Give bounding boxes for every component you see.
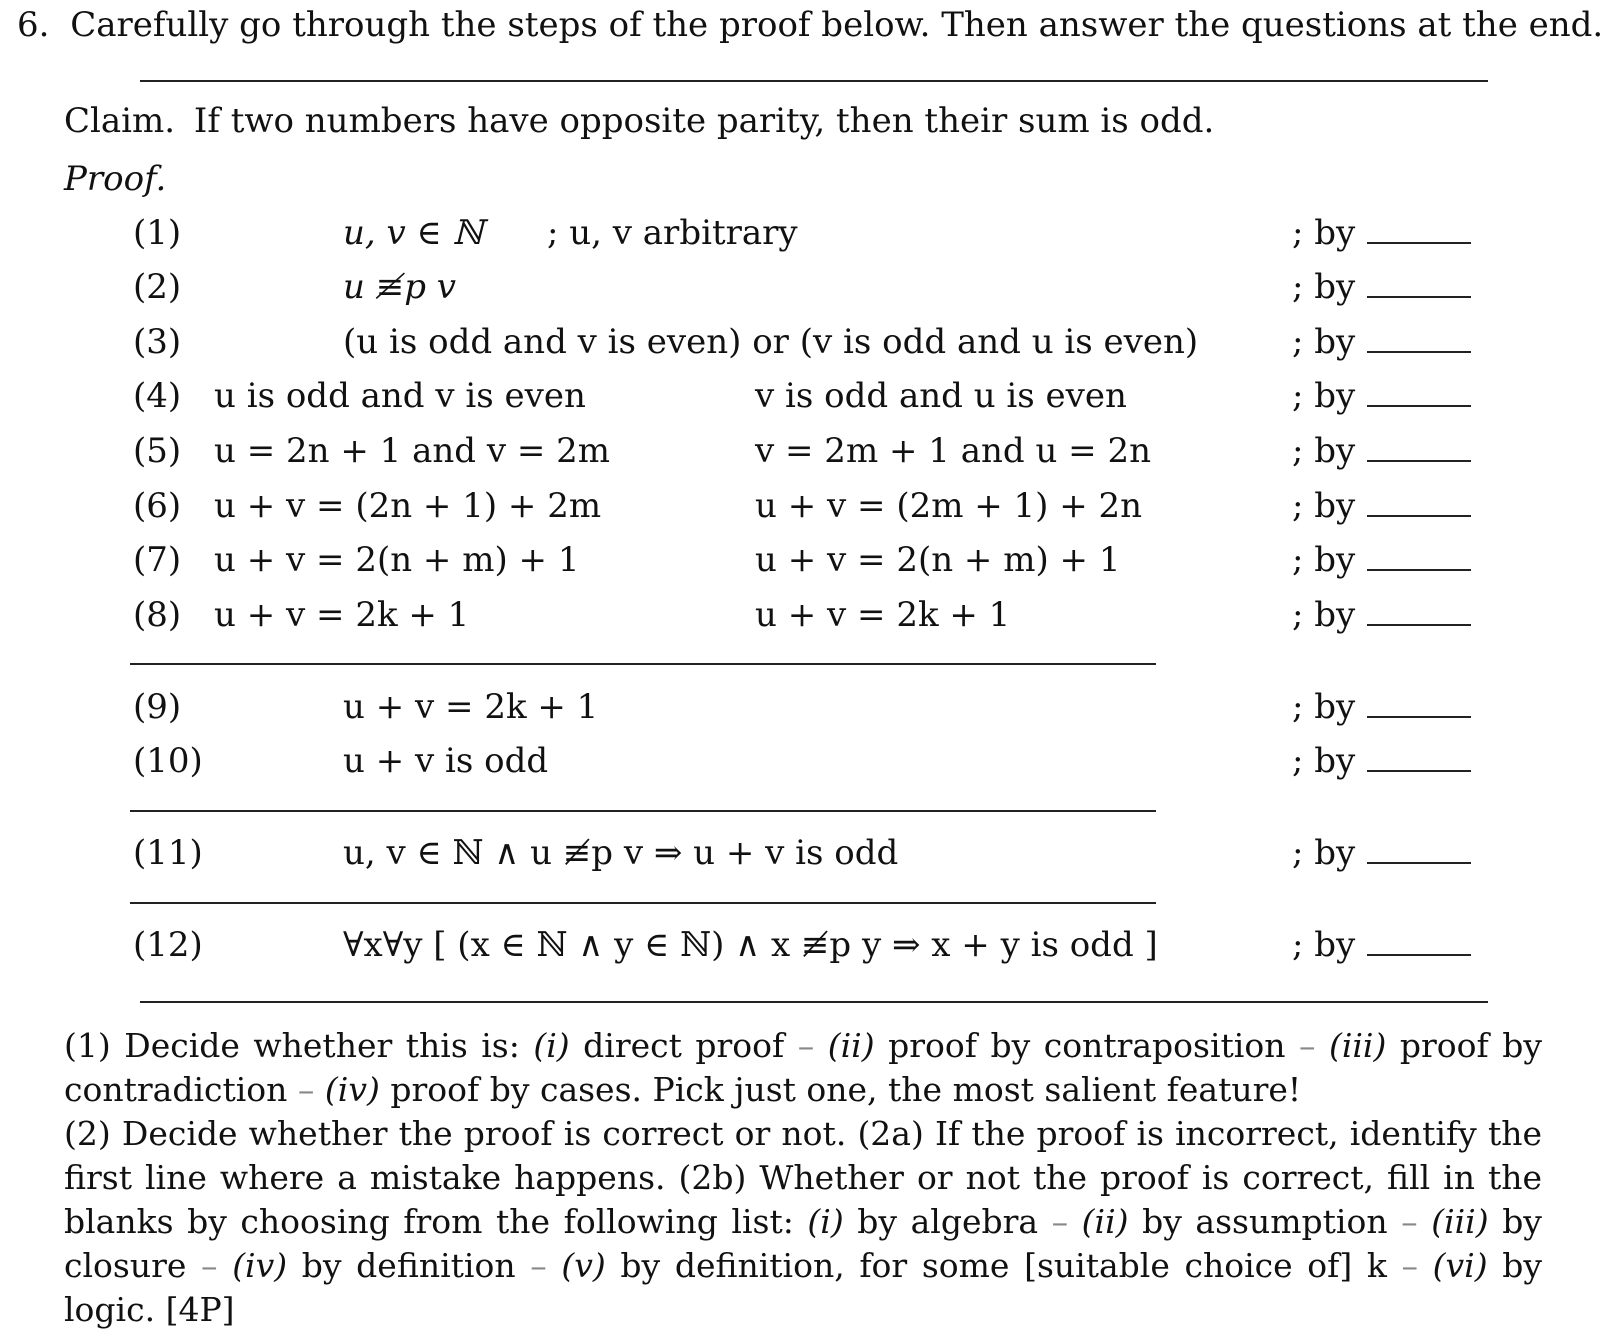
case-left: u + v = (2n + 1) + 2m — [214, 486, 602, 526]
line-number: (8) — [133, 595, 182, 635]
line-statement: u + v is odd — [343, 741, 549, 781]
justification-blank[interactable] — [1292, 742, 1471, 781]
justification-blank[interactable] — [1292, 214, 1471, 253]
question-2: (2) Decide whether the proof is correct or not. (2a) If the proof is incorrect, identify the first line where a mistake happens. (2b) Whether or not the proof is correct, fill in the blanks by choosing from the following list: (i) by algebra – (ii) by assumption – (iii) by closure – (iv) by definition – (v) by definition, for some [suitable choice of] k – (vi) by logic. [4P] — [64, 1114, 1543, 1329]
line-number: (10) — [133, 741, 203, 781]
justification-blank[interactable] — [1292, 323, 1471, 362]
by-label: ; by — [1292, 687, 1356, 727]
by-label: ; by — [1292, 540, 1356, 580]
line-number: (7) — [133, 540, 182, 580]
question-header — [17, 6, 1603, 45]
line-number: (3) — [133, 322, 182, 362]
case-right: v = 2m + 1 and u = 2n — [755, 431, 1151, 471]
line-number: (12) — [133, 925, 203, 965]
justification-blank[interactable] — [1292, 268, 1471, 307]
claim-text: If two numbers have opposite parity, then their sum is odd. — [193, 101, 1215, 141]
questions — [64, 1024, 1542, 1332]
proof-line-2 — [0, 268, 1607, 312]
case-right: u + v = (2m + 1) + 2n — [755, 486, 1143, 526]
line-statement: (u is odd and v is even) or (v is odd and u is even) — [343, 322, 1199, 362]
line-note: ; u, v arbitrary — [547, 213, 798, 253]
proof-line-11 — [0, 834, 1607, 878]
line-statement: u, v ∈ ℕ — [343, 213, 484, 253]
by-label: ; by — [1292, 833, 1356, 873]
by-label: ; by — [1292, 431, 1356, 471]
justification-blank[interactable] — [1292, 432, 1471, 471]
by-label: ; by — [1292, 595, 1356, 635]
by-label: ; by — [1292, 925, 1356, 965]
proof-line-6 — [0, 487, 1607, 531]
line-number: (9) — [133, 687, 182, 727]
divider-cases — [130, 663, 1156, 665]
case-left: u + v = 2k + 1 — [214, 595, 470, 635]
proof-line-1 — [0, 214, 1607, 258]
justification-blank[interactable] — [1292, 926, 1471, 965]
question-instructions: Carefully go through the steps of the proof below. Then answer the questions at the end. — [70, 5, 1604, 45]
justification-blank[interactable] — [1292, 596, 1471, 635]
proof-line-5 — [0, 432, 1607, 476]
line-number: (4) — [133, 376, 182, 416]
line-number: (11) — [133, 833, 203, 873]
line-statement: u ≢p v — [343, 267, 456, 307]
question-number: 6. — [17, 5, 50, 45]
by-label: ; by — [1292, 741, 1356, 781]
proof-line-9 — [0, 688, 1607, 732]
proof-line-8 — [0, 596, 1607, 640]
case-left: u + v = 2(n + m) + 1 — [214, 540, 580, 580]
proof-label: Proof. — [64, 159, 167, 199]
line-number: (2) — [133, 267, 182, 307]
claim-label: Claim. — [64, 101, 176, 141]
proof-line-4 — [0, 377, 1607, 421]
line-number: (1) — [133, 213, 182, 253]
case-left: u is odd and v is even — [214, 376, 586, 416]
divider-generalization — [130, 902, 1156, 904]
proof-line-10 — [0, 742, 1607, 786]
line-number: (6) — [133, 486, 182, 526]
line-statement: u, v ∈ ℕ ∧ u ≢p v ⇒ u + v is odd — [343, 833, 899, 873]
claim — [64, 102, 1214, 141]
case-right: u + v = 2k + 1 — [755, 595, 1011, 635]
justification-blank[interactable] — [1292, 834, 1471, 873]
justification-blank[interactable] — [1292, 541, 1471, 580]
case-left: u = 2n + 1 and v = 2m — [214, 431, 610, 471]
justification-blank[interactable] — [1292, 688, 1471, 727]
proof-line-3 — [0, 323, 1607, 367]
divider-bottom — [140, 1001, 1488, 1003]
by-label: ; by — [1292, 322, 1356, 362]
question-1: (1) Decide whether this is: (i) direct proof – (ii) proof by contraposition – (iii) proof by contradiction – (iv) proof by cases. Pick just one, the most salient feature! — [64, 1026, 1542, 1109]
by-label: ; by — [1292, 486, 1356, 526]
by-label: ; by — [1292, 376, 1356, 416]
divider-top — [140, 80, 1488, 82]
proof-line-7 — [0, 541, 1607, 585]
proof-line-12 — [0, 926, 1607, 970]
line-number: (5) — [133, 431, 182, 471]
case-right: v is odd and u is even — [755, 376, 1127, 416]
by-label: ; by — [1292, 213, 1356, 253]
case-right: u + v = 2(n + m) + 1 — [755, 540, 1121, 580]
justification-blank[interactable] — [1292, 377, 1471, 416]
line-statement: u + v = 2k + 1 — [343, 687, 599, 727]
by-label: ; by — [1292, 267, 1356, 307]
line-statement: ∀x∀y [ (x ∈ ℕ ∧ y ∈ ℕ) ∧ x ≢p y ⇒ x + y is odd ] — [343, 925, 1158, 965]
justification-blank[interactable] — [1292, 487, 1471, 526]
divider-conclusion — [130, 810, 1156, 812]
